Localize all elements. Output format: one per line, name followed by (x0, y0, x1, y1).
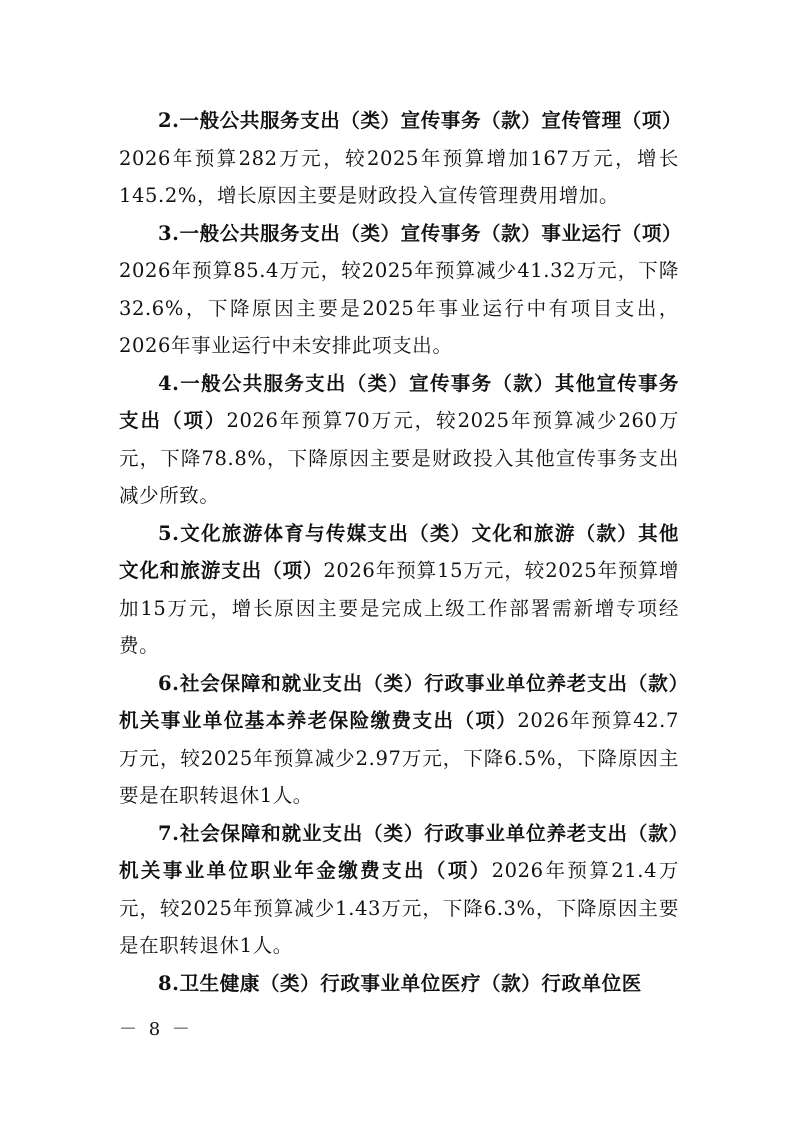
paragraph-body: 2026年预算85.4万元，较2025年预算减少41.32万元，下降32.6%，下降原因主要是2025年事业运行中有项目支出，2026年事业运行中未安排此项支出。 (119, 259, 679, 357)
paragraph-8 (119, 965, 679, 1003)
paragraph-4 (119, 365, 679, 515)
paragraph-5 (119, 515, 679, 665)
document-page (119, 102, 683, 1002)
paragraph-heading: 5.文化旅游体育与传媒支出（类）文化和旅游（款）其他文化和旅游支出（项） (119, 521, 679, 582)
page-number: － 8 － (119, 1019, 193, 1040)
paragraph-heading: 3.一般公共服务支出（类）宣传事务（款）事业运行（项） (158, 221, 683, 245)
paragraph-heading: 2.一般公共服务支出（类）宣传事务（款）宣传管理（项） (158, 109, 683, 132)
paragraph-6 (119, 665, 679, 815)
paragraph-heading: 7.社会保障和就业支出（类）行政事业单位养老支出（款）机关事业单位职业年金缴费支出（项） (119, 821, 679, 882)
paragraph-heading: 8.卫生健康（类）行政事业单位医疗（款）行政单位医 (158, 971, 642, 995)
paragraph-heading: 6.社会保障和就业支出（类）行政事业单位养老支出（款）机关事业单位基本养老保险缴费支出（项） (119, 671, 679, 732)
paragraph-7 (119, 815, 679, 965)
paragraph-body: 2026年预算70万元，较2025年预算减少260万元，下降78.8%，下降原因主要是财政投入其他宣传事务支出减少所致。 (119, 409, 679, 507)
paragraph-3 (119, 215, 683, 365)
paragraph-body: 2026年预算21.4万元，较2025年预算减少1.43万元，下降6.3%，下降原因主要是在职转退休1人。 (119, 859, 680, 957)
paragraph-body: 2026年预算42.7万元，较2025年预算减少2.97万元，下降6.5%，下降原因主要是在职转退休1人。 (119, 709, 679, 807)
paragraph-2 (119, 102, 683, 215)
paragraph-body: 2026年预算15万元，较2025年预算增加15万元，增长原因主要是完成上级工作部署需新增专项经费。 (119, 559, 679, 657)
paragraph-body: 2026年预算282万元，较2025年预算增加167万元，增长145.2%，增长原因主要是财政投入宣传管理费用增加。 (119, 146, 679, 207)
paragraph-heading: 4.一般公共服务支出（类）宣传事务（款）其他宣传事务支出（项） (119, 371, 679, 432)
